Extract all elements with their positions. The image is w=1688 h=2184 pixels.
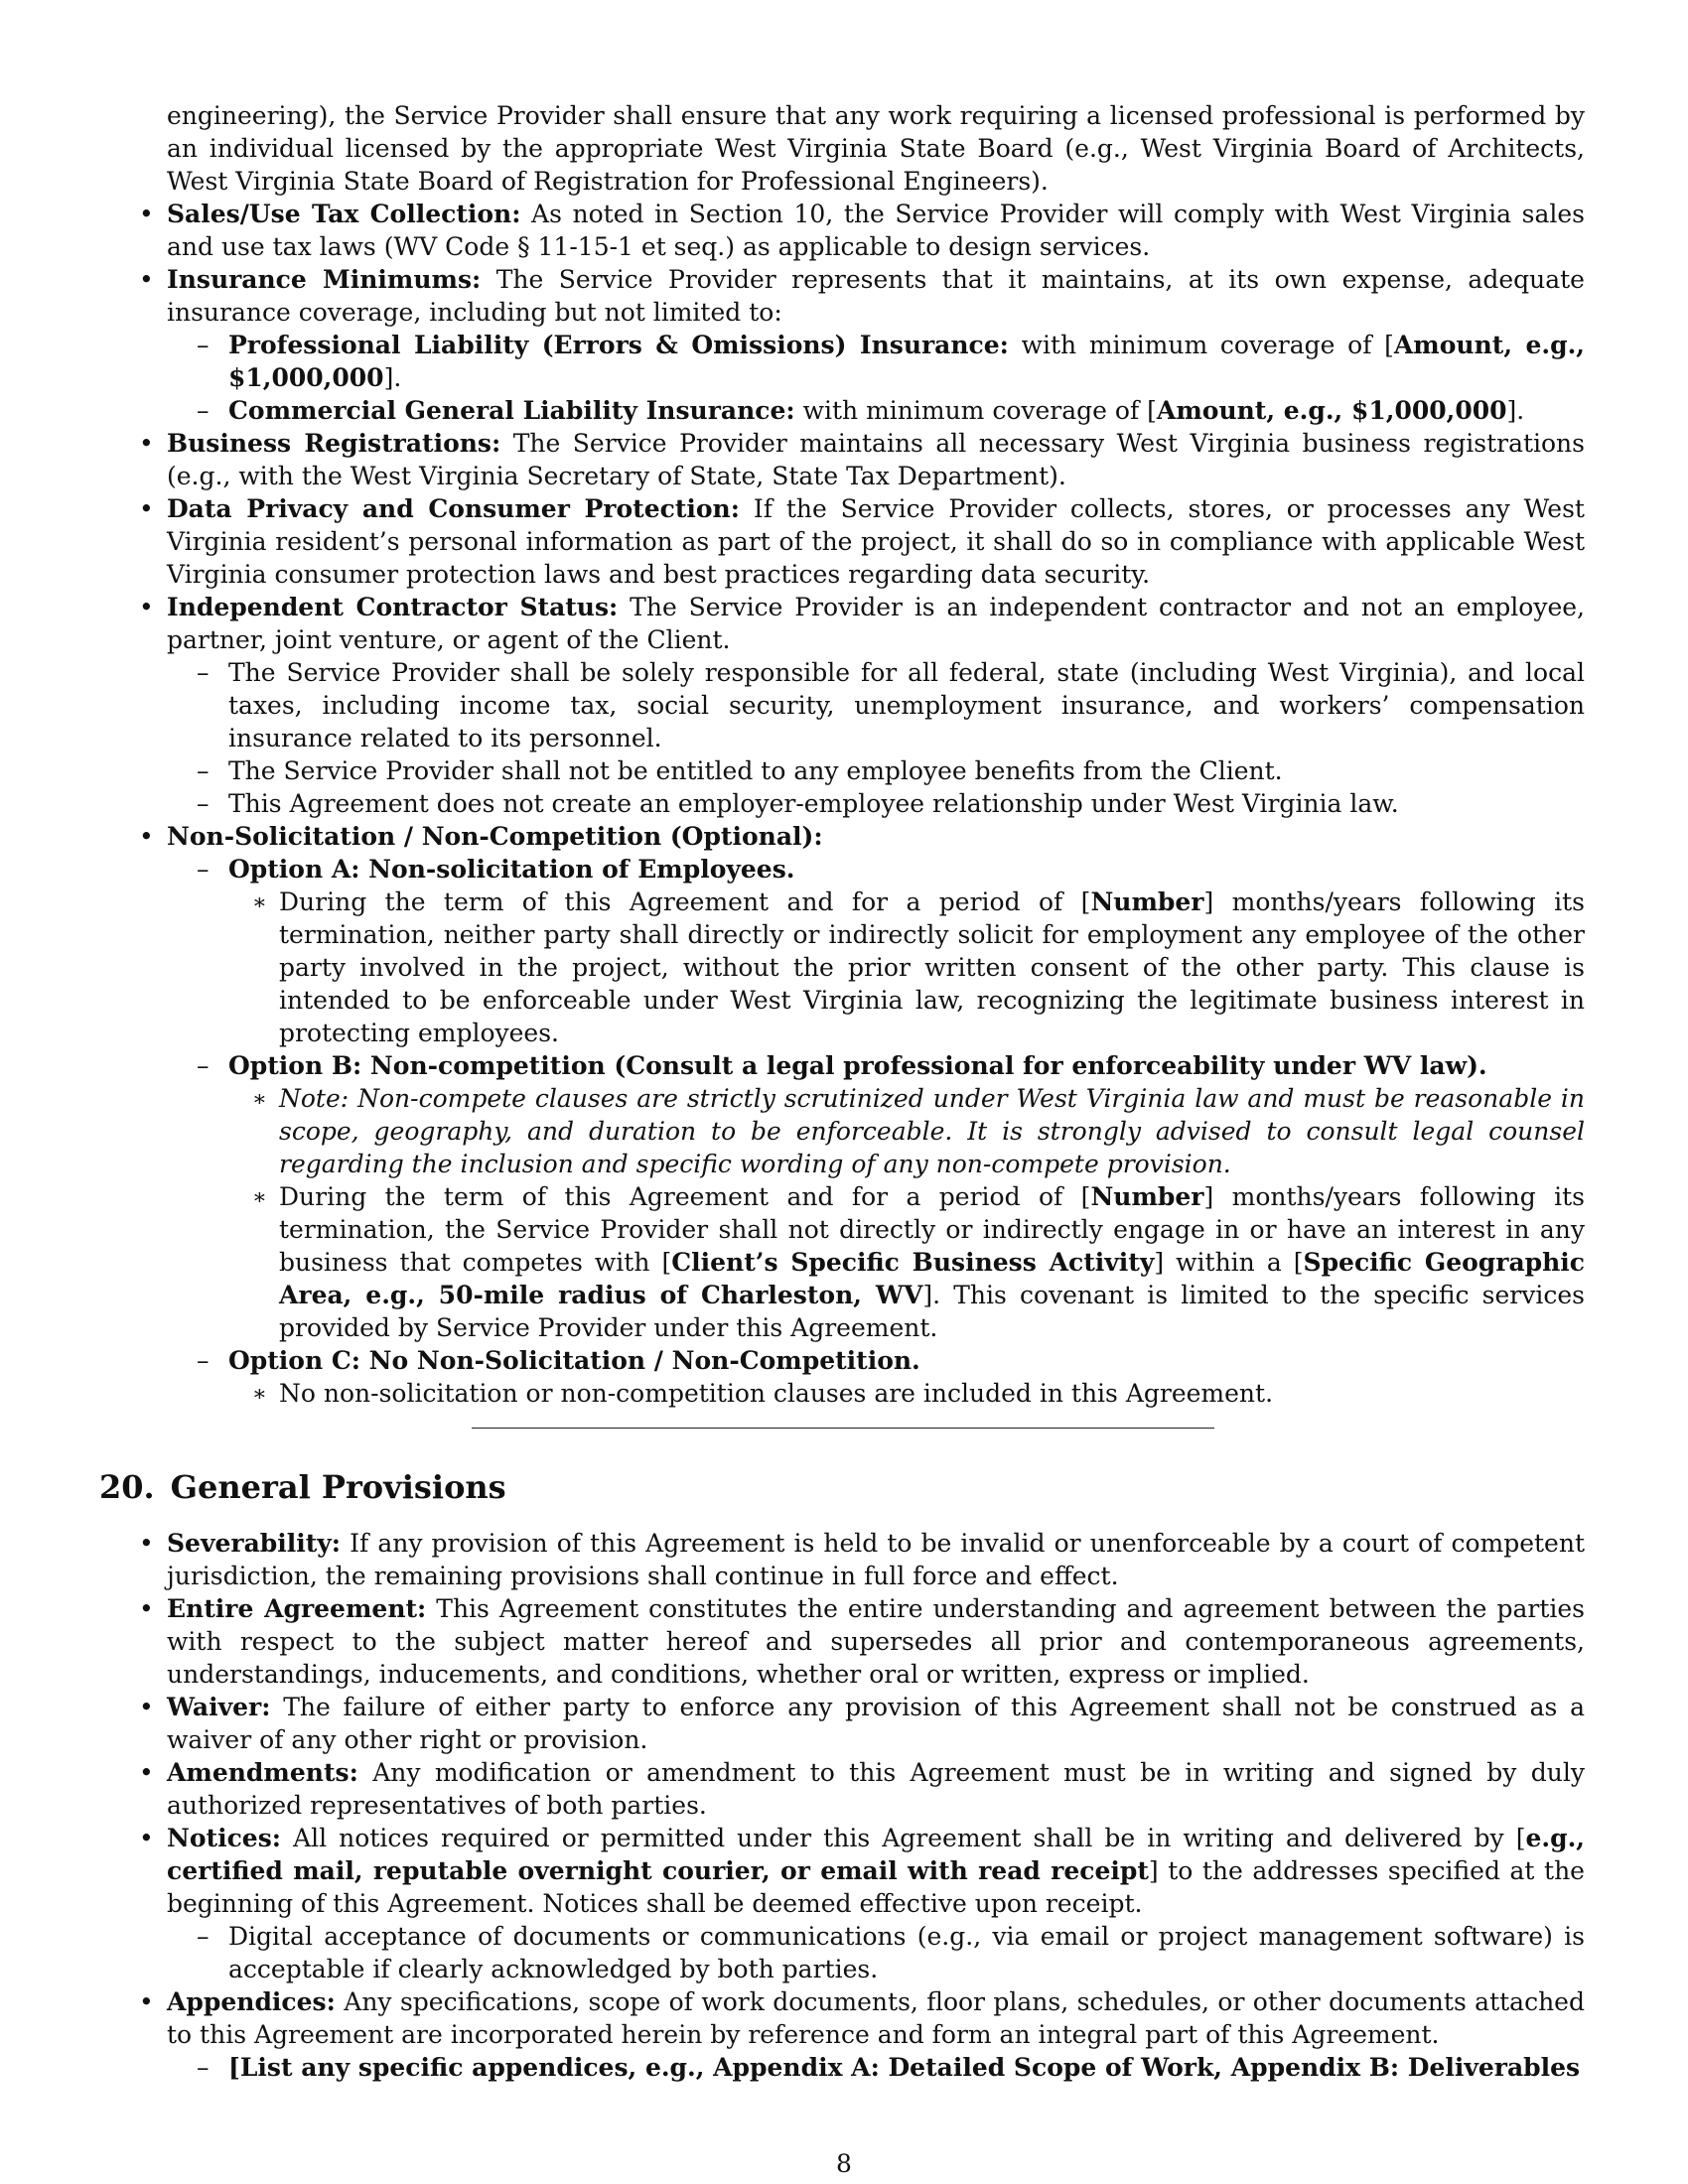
insurance-sublist [167, 329, 1585, 427]
appendices-sublist [167, 2051, 1585, 2084]
continued-paragraph: engineering), the Service Provider shall ensure that any work requiring a licensed professional is performed by an individual licensed by the appropriate West Virginia State Board (e.g., West Virginia Board of Architects, West Virginia State Board of Registration for Professional Engineers). [167, 101, 1585, 196]
list-item: • Severability: If any provision of this Agreement is held to be invalid or unenforceable by a court of competent jurisdiction, the remaining provisions shall continue in full force and effect. [167, 1527, 1585, 1592]
list-item: – Digital acceptance of documents or communications (e.g., via email or project management software) is acceptable if clearly acknowledged by both parties. [228, 1920, 1585, 1985]
list-item: ∗ During the term of this Agreement and for a period of [Number] months/years following its termination, the Service Provider shall not directly or indirectly engage in or have an interest in any business that competes with [Client’s Specific Business Activity] within a [Specific Geographic Area, e.g., 50-mile radius of Charleston, WV]. This covenant is limited to the specific services provided by Service Provider under this Agreement. [279, 1180, 1585, 1344]
option-c-list [228, 1377, 1585, 1410]
list-item: • Entire Agreement: This Agreement constitutes the entire understanding and agreement between the parties with respect to the subject matter hereof and supersedes all prior and contemporaneous agreements, understandings, inducements, and conditions, whether oral or written, express or implied. [167, 1592, 1585, 1691]
section-divider [472, 1428, 1214, 1429]
list-item: • Amendments: Any modification or amendment to this Agreement must be in writing and signed by duly authorized representatives of both parties. [167, 1756, 1585, 1822]
options-sublist [167, 853, 1585, 1410]
list-item: • Non-Solicitation / Non-Competition (Optional): – Option A: Non-solicitation of Employees. ∗ During the term of this Agreement and for a period of [Number] months/years following its termination, neither party shall directly or indirectly solicit for employment any employee of the other party involved in the project, without the prior written consent of the other party. This clause is intended to be enforceable under West Virginia law, recognizing the legitimate business interest in protecting employees. – Option B: Non-competition (Consult a legal professional for enforceability under WV law). ∗ Note: Non-compete clauses are strictly scrutinized under West Virginia law and must be reasonable in scope, geography, and duration to be enforceable. It is strongly advised to consult legal counsel regarding the inclusion and specific wording of any non-compete provision. ∗ During the term of this Agreement and for a period of [Number] months/years following its termination, the Service Provider shall not directly or indirectly engage in or have an interest in any business that competes with [Client’s Specific Business Activity] within a [Specific Geographic Area, e.g., 50-mile radius of Charleston, WV]. This covenant is limited to the specific services provided by Service Provider under this Agreement. – Option C: No Non-Solicitation / Non-Competition. ∗ No non-solicitation or non-competition clauses are included in this Agreement. [167, 820, 1585, 1410]
section-heading [99, 1467, 506, 1507]
provisions-list [167, 1527, 1585, 2084]
general-provisions [167, 1527, 1585, 2084]
list-item: – This Agreement does not create an employer-employee relationship under West Virginia law. [228, 787, 1585, 820]
list-item: • Insurance Minimums: The Service Provider represents that it maintains, at its own expense, adequate insurance coverage, including but not limited to: – Professional Liability (Errors & Omissions) Insurance: with minimum coverage of [Amount, e.g., $1,000,000]. – Commercial General Liability Insurance: with minimum coverage of [Amount, e.g., $1,000,000]. [167, 263, 1585, 427]
option-b-list [228, 1082, 1585, 1344]
list-item: ∗ Note: Non-compete clauses are strictly scrutinized under West Virginia law and must be reasonable in scope, geography, and duration to be enforceable. It is strongly advised to consult legal counsel regarding the inclusion and specific wording of any non-compete provision. [279, 1082, 1585, 1180]
list-item: • Appendices: Any specifications, scope of work documents, floor plans, schedules, or other documents attached to this Agreement are incorporated herein by reference and form an integral part of this Agreement. – [List any specific appendices, e.g., Appendix A: Detailed Scope of Work, Appendix B: Deliverables [167, 1985, 1585, 2084]
section-number: 20. [99, 1468, 155, 1506]
option-c: – Option C: No Non-Solicitation / Non-Competition. ∗ No non-solicitation or non-competition clauses are included in this Agreement. [228, 1344, 1585, 1410]
option-a: – Option A: Non-solicitation of Employees. ∗ During the term of this Agreement and for a period of [Number] months/years following its termination, neither party shall directly or indirectly solicit for employment any employee of the other party involved in the project, without the prior written consent of the other party. This clause is intended to be enforceable under West Virginia law, recognizing the legitimate business interest in protecting employees. [228, 853, 1585, 1049]
section-title: General Provisions [170, 1468, 506, 1506]
top-content [167, 99, 1585, 1410]
page-number: 8 [836, 2149, 852, 2178]
option-b: – Option B: Non-competition (Consult a legal professional for enforceability under WV law). ∗ Note: Non-compete clauses are strictly scrutinized under West Virginia law and must be reasonable in scope, geography, and duration to be enforceable. It is strongly advised to consult legal counsel regarding the inclusion and specific wording of any non-compete provision. ∗ During the term of this Agreement and for a period of [Number] months/years following its termination, the Service Provider shall not directly or indirectly engage in or have an interest in any business that competes with [Client’s Specific Business Activity] within a [Specific Geographic Area, e.g., 50-mile radius of Charleston, WV]. This covenant is limited to the specific services provided by Service Provider under this Agreement. [228, 1049, 1585, 1344]
list-item: • Business Registrations: The Service Provider maintains all necessary West Virginia business registrations (e.g., with the West Virginia Secretary of State, State Tax Department). [167, 427, 1585, 492]
list-item: • Data Privacy and Consumer Protection: If the Service Provider collects, stores, or processes any West Virginia resident’s personal information as part of the project, it shall do so in compliance with applicable West Virginia consumer protection laws and best practices regarding data security. [167, 492, 1585, 591]
list-item: – The Service Provider shall be solely responsible for all federal, state (including West Virginia), and local taxes, including income tax, social security, unemployment insurance, and workers’ compensation insurance related to its personnel. [228, 656, 1585, 754]
contractor-sublist [167, 656, 1585, 820]
list-item: • Sales/Use Tax Collection: As noted in Section 10, the Service Provider will comply with West Virginia sales and use tax laws (WV Code § 11-15-1 et seq.) as applicable to design services. [167, 198, 1585, 263]
list-item: • Notices: All notices required or permitted under this Agreement shall be in writing and delivered by [e.g., certified mail, reputable overnight courier, or email with read receipt] to the addresses specified at the beginning of this Agreement. Notices shall be deemed effective upon receipt. – Digital acceptance of documents or communications (e.g., via email or project management software) is acceptable if clearly acknowledged by both parties. [167, 1822, 1585, 1985]
list-item: – The Service Provider shall not be entitled to any employee benefits from the Client. [228, 754, 1585, 787]
list-item: • Waiver: The failure of either party to enforce any provision of this Agreement shall not be construed as a waiver of any other right or provision. [167, 1691, 1585, 1756]
list-item: ∗ No non-solicitation or non-competition clauses are included in this Agreement. [279, 1377, 1585, 1410]
list-item: – Commercial General Liability Insurance: with minimum coverage of [Amount, e.g., $1,000,000]. [228, 394, 1585, 427]
notices-sublist [167, 1920, 1585, 1985]
option-a-list [228, 886, 1585, 1049]
requirements-list [167, 198, 1585, 1410]
list-item: • Independent Contractor Status: The Service Provider is an independent contractor and not an employee, partner, joint venture, or agent of the Client. – The Service Provider shall be solely responsible for all federal, state (including West Virginia), and local taxes, including income tax, social security, unemployment insurance, and workers’ compensation insurance related to its personnel. – The Service Provider shall not be entitled to any employee benefits from the Client. – This Agreement does not create an employer-employee relationship under West Virginia law. [167, 591, 1585, 820]
list-item: – Professional Liability (Errors & Omissions) Insurance: with minimum coverage of [Amount, e.g., $1,000,000]. [228, 329, 1585, 394]
list-item: – [List any specific appendices, e.g., Appendix A: Detailed Scope of Work, Appendix B: Deliverables [228, 2051, 1585, 2084]
list-item: ∗ During the term of this Agreement and for a period of [Number] months/years following its termination, neither party shall directly or indirectly solicit for employment any employee of the other party involved in the project, without the prior written consent of the other party. This clause is intended to be enforceable under West Virginia law, recognizing the legitimate business interest in protecting employees. [279, 886, 1585, 1049]
